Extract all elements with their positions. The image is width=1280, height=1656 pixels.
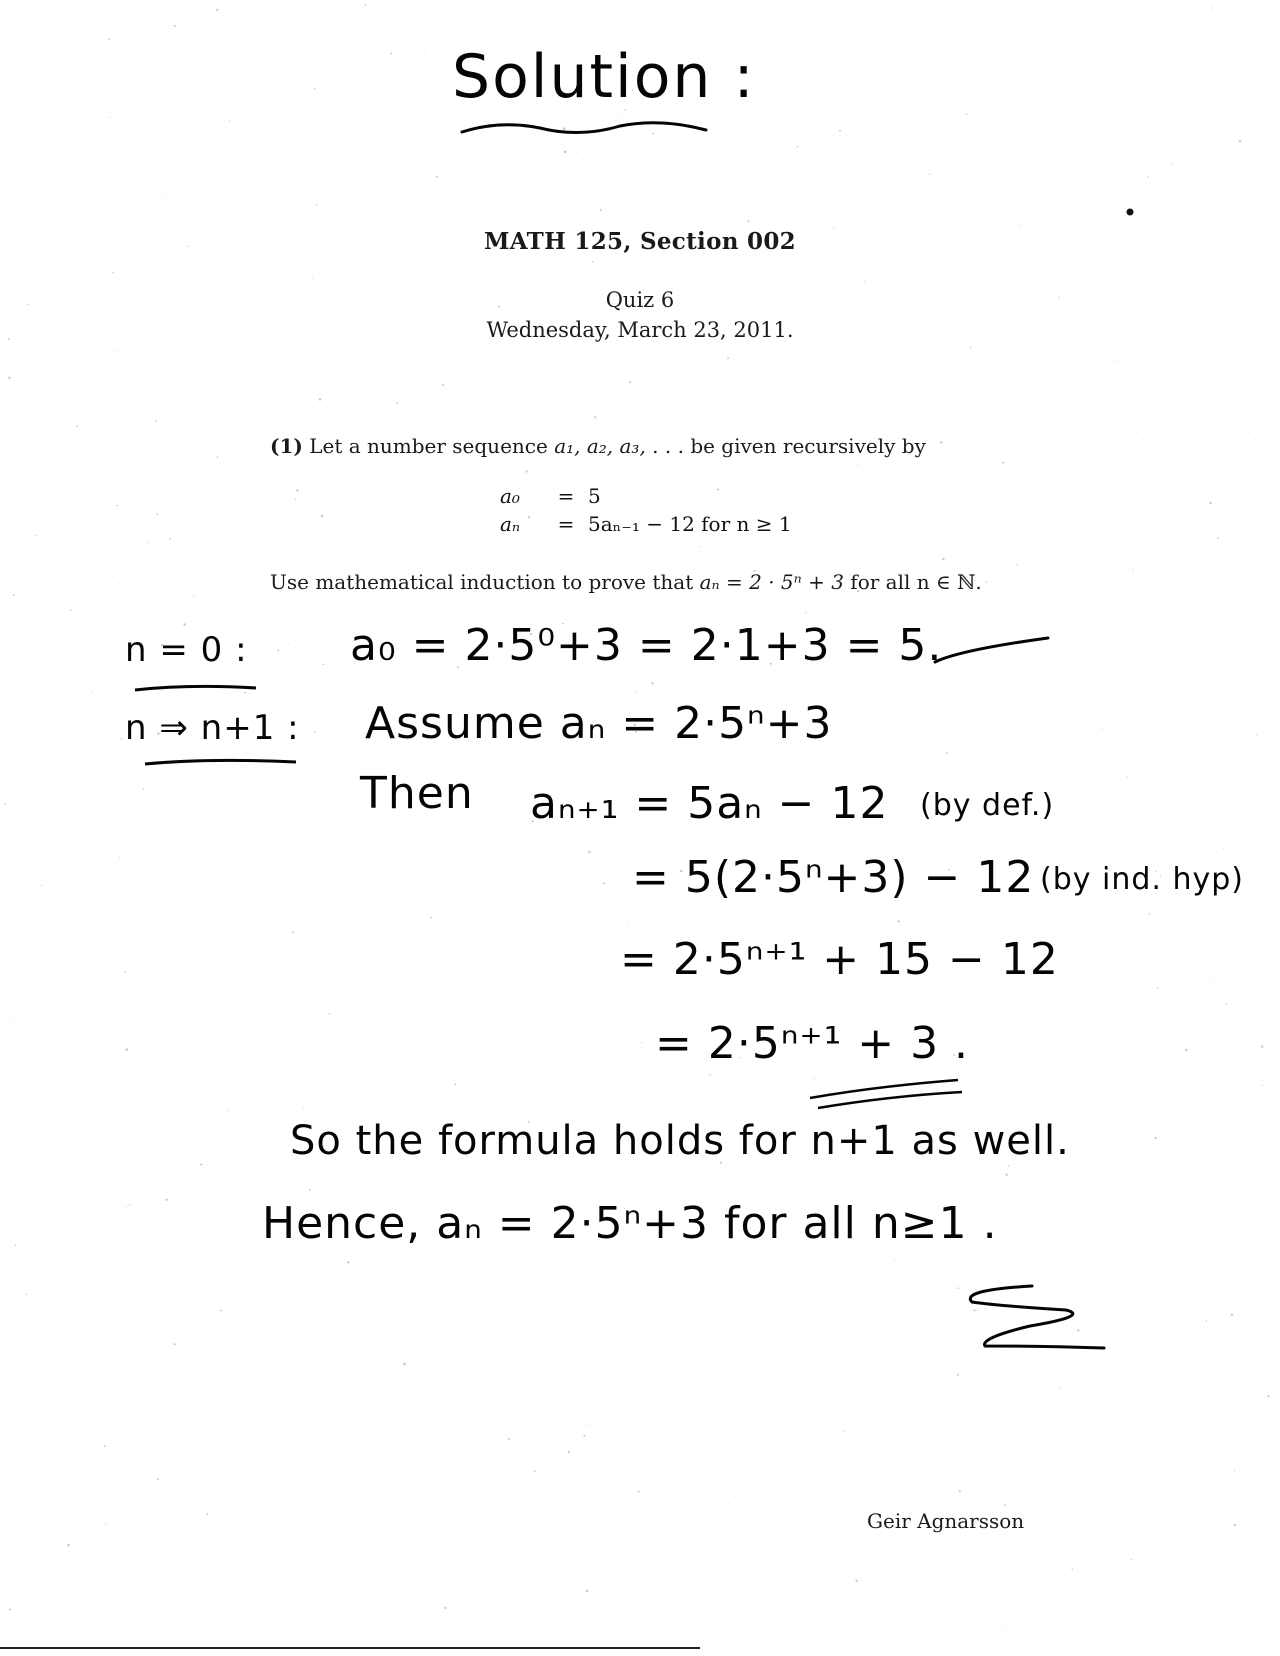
def-rhs: 5 [588, 484, 601, 508]
stray-dot [1127, 209, 1134, 216]
def-lhs: aₙ [500, 512, 521, 536]
instruction-formula: aₙ = 2 · 5ⁿ + 3 [699, 570, 844, 594]
step-equation-4: = 2·5ⁿ⁺¹ + 3 . [655, 1018, 970, 1069]
instruction-text-b: for all n ∈ ℕ. [850, 570, 982, 594]
base-case-equation: a₀ = 2·5⁰+3 = 2·1+3 = 5. [350, 620, 943, 671]
problem-statement [270, 434, 926, 458]
def-op: = [557, 484, 575, 508]
conclusion-line: So the formula holds for n+1 as well. [290, 1118, 1070, 1164]
step-note-induction: (by ind. hyp) [1040, 862, 1245, 897]
check-stroke [935, 638, 1048, 662]
def-rhs: 5aₙ₋₁ − 12 for n ≥ 1 [588, 512, 792, 536]
step-label-underline [145, 760, 296, 764]
end-mark [970, 1286, 1104, 1348]
definition-row [500, 482, 792, 510]
step-equation-2: = 5(2·5ⁿ+3) − 12 [632, 852, 1035, 903]
definition-row [500, 510, 792, 538]
handwritten-title: Solution : [452, 42, 756, 112]
step-equation-1: aₙ₊₁ = 5aₙ − 12 [530, 778, 889, 829]
step-note-definition: (by def.) [920, 788, 1055, 823]
final-statement: Hence, aₙ = 2·5ⁿ+3 for all n≥1 . [262, 1198, 998, 1249]
step-equation-3: = 2·5ⁿ⁺¹ + 15 − 12 [620, 934, 1059, 985]
problem-number: (1) [270, 434, 303, 458]
author-name: Geir Agnarsson [867, 1509, 1025, 1533]
title-underline [462, 123, 706, 133]
def-op: = [557, 512, 575, 536]
instruction-text-a: Use mathematical induction to prove that [270, 570, 694, 594]
inductive-hypothesis: Assume aₙ = 2·5ⁿ+3 [365, 698, 833, 749]
problem-text-b: be given recursively by [690, 434, 926, 458]
base-case-label: n = 0 : [125, 630, 248, 670]
inductive-step-label: n ⇒ n+1 : [125, 708, 300, 748]
then-word: Then [360, 768, 474, 819]
course-title: MATH 125, Section 002 [484, 228, 796, 255]
quiz-date: Wednesday, March 23, 2011. [486, 318, 794, 342]
recursive-definition [500, 482, 792, 538]
problem-text-a: Let a number sequence [309, 434, 548, 458]
base-label-underline [135, 686, 256, 690]
def-lhs: a₀ [500, 484, 520, 508]
result-underline-1 [810, 1080, 958, 1098]
quiz-number: Quiz 6 [605, 288, 675, 312]
problem-sequence: a₁, a₂, a₃, . . . [554, 434, 684, 458]
instruction [270, 570, 982, 594]
